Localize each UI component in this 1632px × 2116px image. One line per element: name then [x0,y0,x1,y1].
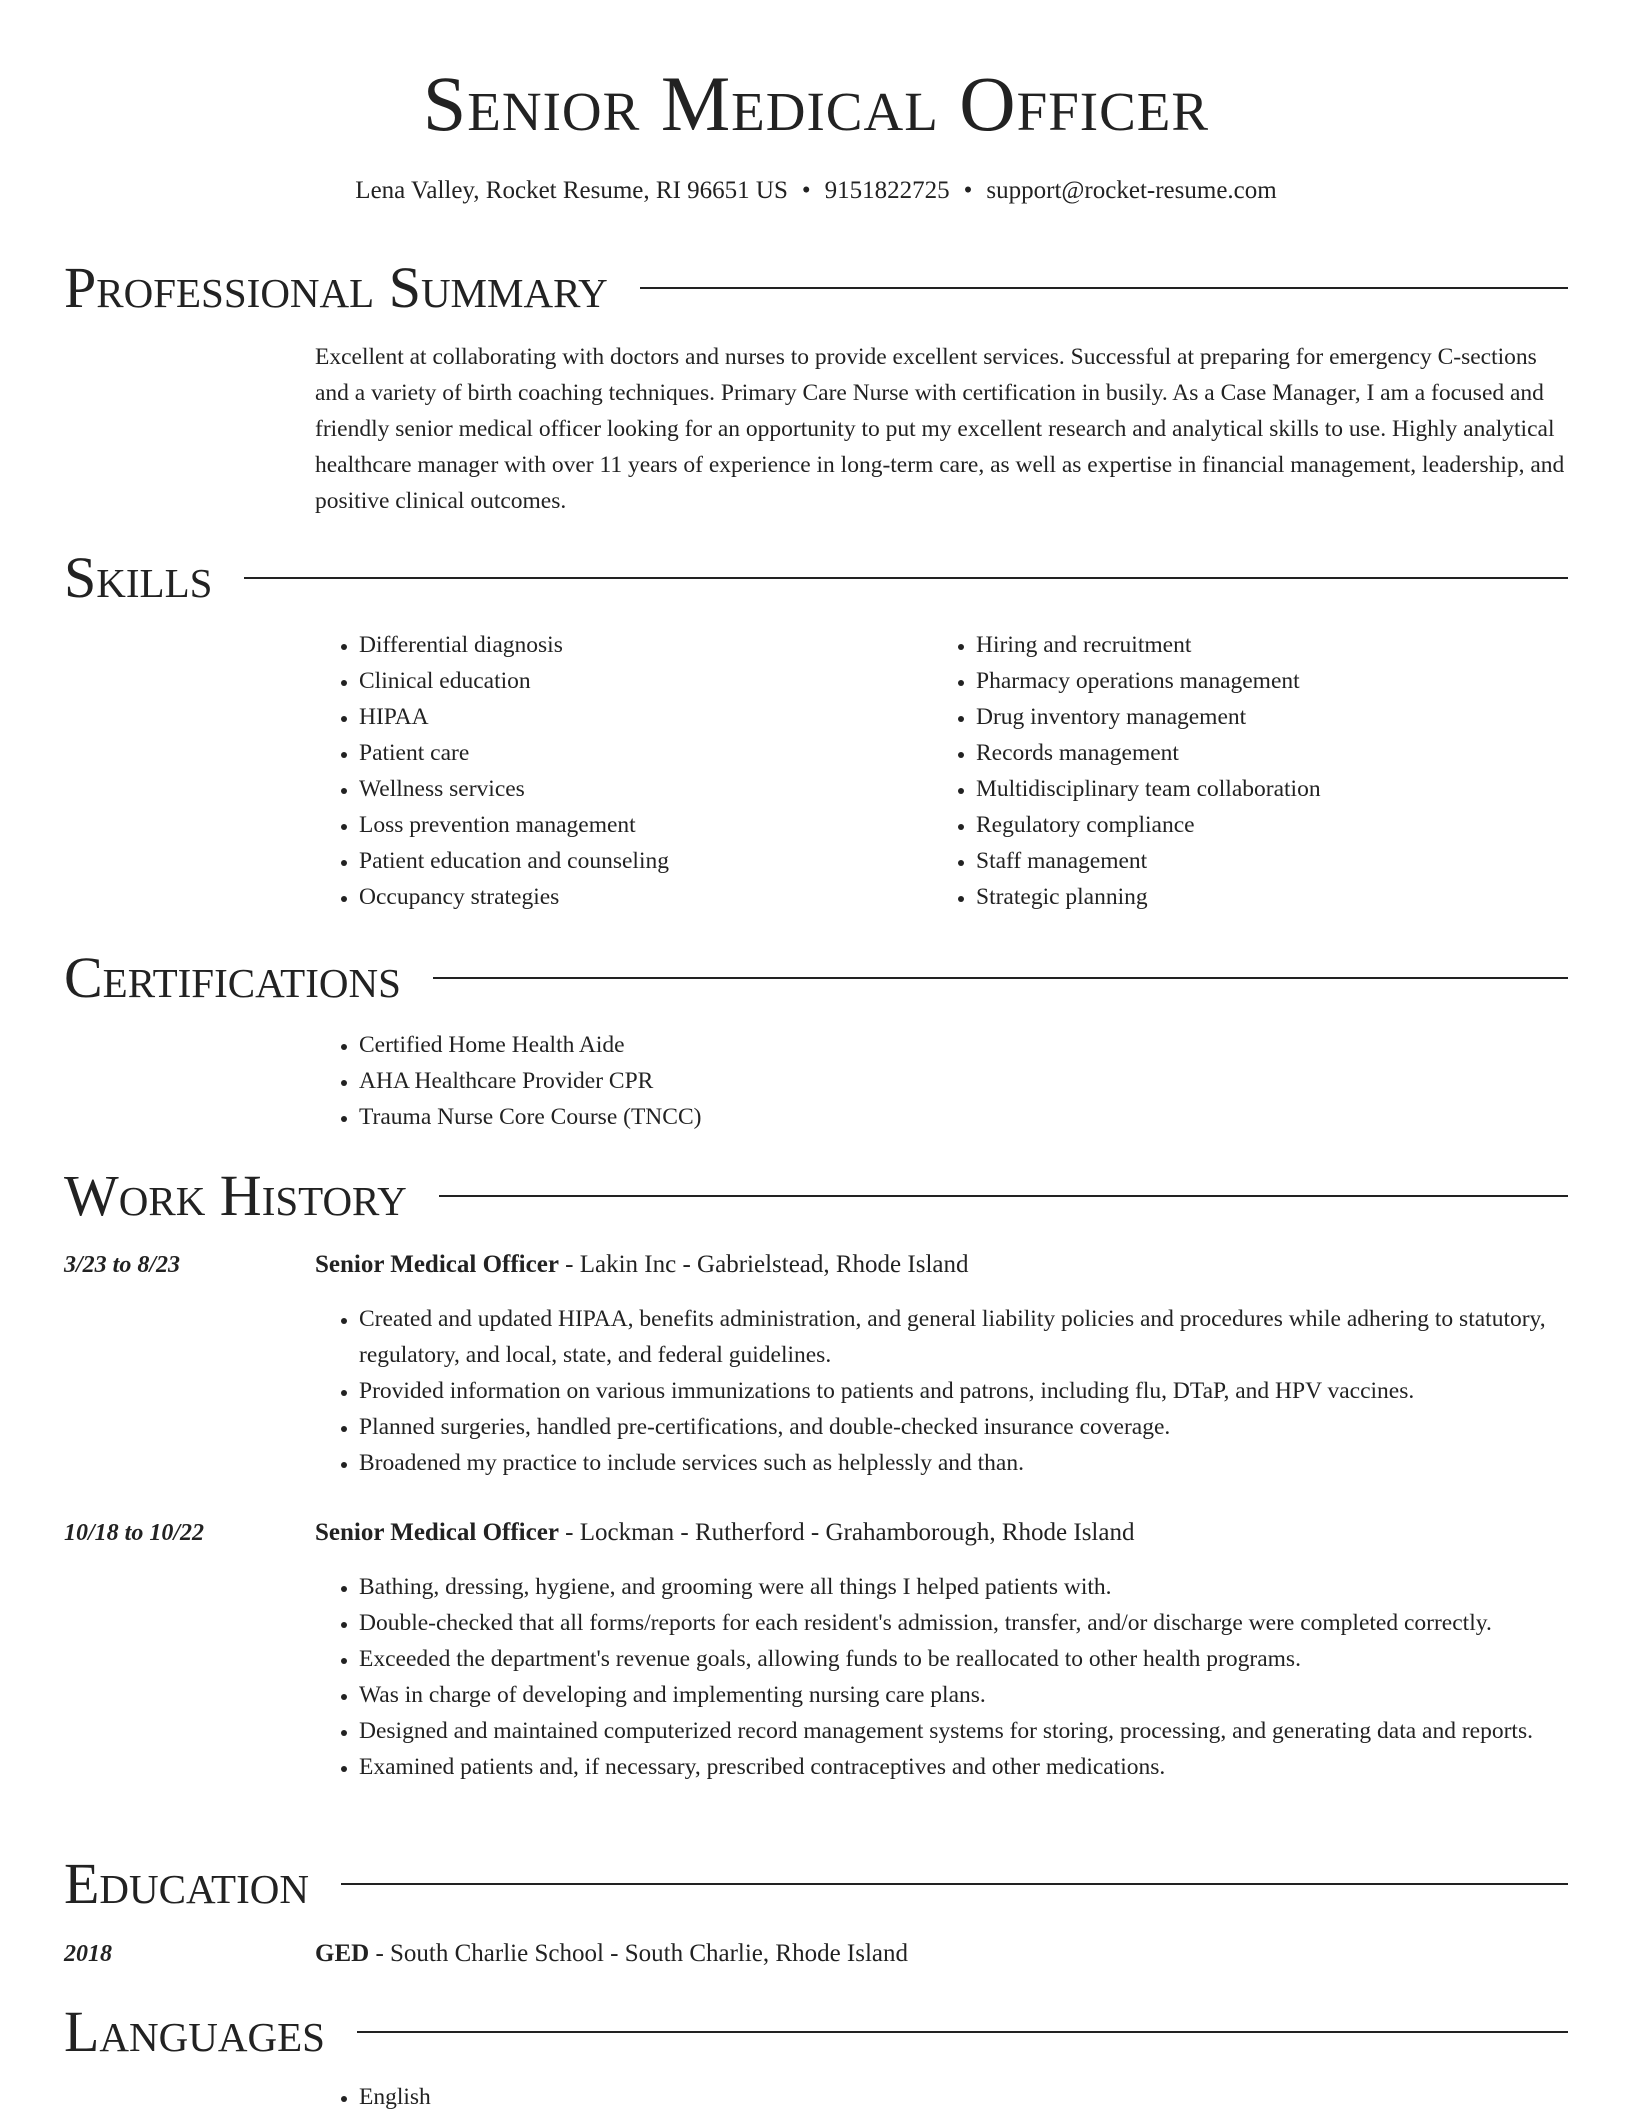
languages-heading: Languages [64,1999,325,2064]
job-dates: 3/23 to 8/23 [64,1252,181,1278]
certifications-block [315,1027,1568,1135]
contact-separator: • [801,177,811,204]
job-duties-list [315,1569,1568,1785]
section-divider [357,2031,1568,2033]
contact-line [0,172,1632,210]
skills-list-right [932,627,1532,915]
job-title: Senior Medical Officer [315,1251,559,1278]
skill-item: • Patient care [359,735,915,771]
candidate-name: Senior Medical Officer [422,60,1210,147]
skill-item: • Patient education and counseling [359,843,915,879]
certifications-list [315,1027,1568,1135]
skill-item: • Strategic planning [976,879,1532,915]
skill-item: • Differential diagnosis [359,627,915,663]
job-duty-item: • Provided information on various immunizations to patients and patrons, including flu, DTaP, and HPV vaccines. [359,1373,1568,1409]
job-title: Senior Medical Officer [315,1519,559,1546]
skill-item: • Occupancy strategies [359,879,915,915]
job-duty-item: • Designed and maintained computerized record management systems for storing, processing, and generating data and reports. [359,1713,1568,1749]
languages-block [315,2079,1568,2115]
job-heading [315,1515,1568,1551]
language-item: • English [359,2079,1568,2115]
job-employer-location: - Lockman - Rutherford - Grahamborough, Rhode Island [558,1519,1135,1546]
skill-item: • Wellness services [359,771,915,807]
work-history-section-header [64,1160,1568,1232]
skills-section-header [64,542,1568,614]
skills-heading: Skills [64,545,213,610]
skills-right-column [932,627,1532,915]
job-duty-item: • Broadened my practice to include services such as helplessly and than. [359,1445,1568,1481]
education-year: 2018 [64,1941,112,1967]
education-school-location: - South Charlie School - South Charlie, Rhode Island [369,1940,909,1967]
skill-item: • Hiring and recruitment [976,627,1532,663]
job-duties [315,1301,1568,1481]
skill-item: • Multidisciplinary team collaboration [976,771,1532,807]
job-duty-item: • Planned surgeries, handled pre-certifications, and double-checked insurance coverage. [359,1409,1568,1445]
certification-item: • Trauma Nurse Core Course (TNCC) [359,1099,1568,1135]
summary-section-header [64,252,1568,324]
contact-phone: 9151822725 [824,177,950,204]
job-duties [315,1569,1568,1785]
work-history-heading: Work History [64,1163,407,1228]
contact-email: support@rocket-resume.com [986,177,1277,204]
section-divider [640,287,1568,289]
education-heading: Education [64,1851,309,1916]
education-section-header [64,1848,1568,1920]
skill-item: • Clinical education [359,663,915,699]
certifications-section-header [64,942,1568,1014]
job-duties-list [315,1301,1568,1481]
skill-item: • Records management [976,735,1532,771]
job-duty-item: • Created and updated HIPAA, benefits administration, and general liability policies and procedures while adhering to statutory, regulatory, and local, state, and federal guidelines. [359,1301,1568,1373]
skill-item: • Pharmacy operations management [976,663,1532,699]
certification-item: • Certified Home Health Aide [359,1027,1568,1063]
job-employer-location: - Lakin Inc - Gabrielstead, Rhode Island [558,1251,969,1278]
languages-list [315,2079,1568,2115]
job-duty-item: • Exceeded the department's revenue goals, allowing funds to be reallocated to other health programs. [359,1641,1568,1677]
certifications-heading: Certifications [64,945,401,1010]
skill-item: • Regulatory compliance [976,807,1532,843]
job-duty-item: • Examined patients and, if necessary, prescribed contraceptives and other medications. [359,1749,1568,1785]
summary-heading: Professional Summary [64,255,608,320]
section-divider [341,1883,1568,1885]
education-degree: GED [315,1940,370,1967]
section-divider [244,577,1568,579]
summary-text: Excellent at collaborating with doctors and nurses to provide excellent services. Successful at preparing for emergency C-sections and a variety of birth coaching techniques. Primary Care Nurse with certification in busily. As a Case Manager, I am a focused and friendly senior medical officer looking for an opportunity to put my excellent research and analytical skills to use. Highly analytical healthcare manager with over 11 years of experience in long-term care, as well as expertise in financial management, leadership, and positive clinical outcomes. [315,344,1565,514]
skill-item: • HIPAA [359,699,915,735]
job-heading [315,1247,1568,1283]
contact-address: Lena Valley, Rocket Resume, RI 96651 US [355,177,788,204]
skill-item: • Loss prevention management [359,807,915,843]
skill-item: • Staff management [976,843,1532,879]
job-duty-item: • Double-checked that all forms/reports for each resident's admission, transfer, and/or discharge were completed correctly. [359,1605,1568,1641]
languages-section-header [64,1996,1568,2068]
job-duty-item: • Bathing, dressing, hygiene, and grooming were all things I helped patients with. [359,1569,1568,1605]
section-divider [439,1195,1568,1197]
certification-item: • AHA Healthcare Provider CPR [359,1063,1568,1099]
job-duty-item: • Was in charge of developing and implementing nursing care plans. [359,1677,1568,1713]
contact-separator: • [963,177,973,204]
section-divider [433,977,1568,979]
skill-item: • Drug inventory management [976,699,1532,735]
skills-list-left [315,627,915,915]
job-dates: 10/18 to 10/22 [64,1520,205,1546]
education-entry [315,1936,1568,1972]
skills-left-column [315,627,915,915]
